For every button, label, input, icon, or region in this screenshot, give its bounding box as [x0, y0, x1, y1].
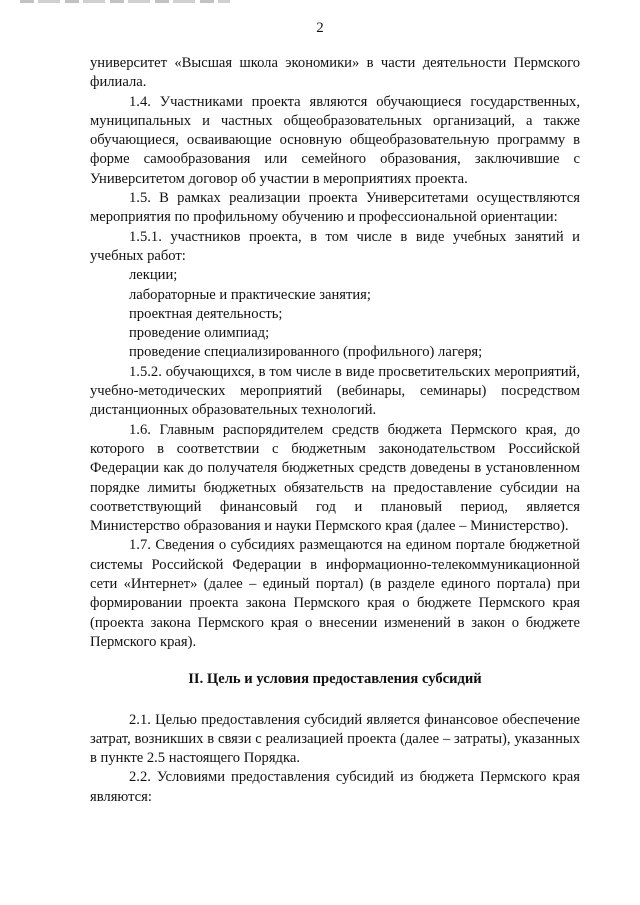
paragraph-continuation: университет «Высшая школа экономики» в части деятельности Пермского филиала.: [90, 55, 580, 91]
page-number: 2: [316, 20, 324, 36]
list-item: лекции;: [129, 267, 178, 284]
section-heading: II. Цель и условия предоставления субсидий: [188, 671, 482, 688]
list-item: проектная деятельность;: [129, 305, 283, 322]
paragraph-1-5-2: 1.5.2. обучающихся, в том числе в виде просветительских мероприятий, учебно-методических мероприятий (вебинары, семинары) посредством дистанционных образовательных технологий.: [90, 363, 580, 419]
list-item: проведение специализированного (профильного) лагеря;: [129, 344, 483, 361]
paragraph-2-2: 2.2. Условиями предоставления субсидий из бюджета Пермского края являются:: [90, 769, 580, 805]
scan-artifact: [20, 0, 230, 3]
list-item: проведение олимпиад;: [129, 325, 270, 342]
paragraph-1-4: 1.4. Участниками проекта являются обучающиеся государственных, муниципальных и частных общеобразовательных организаций, а также обучающиеся, осваивающие основную общеобразовательную программу в форме самообразования или семейного образования, заключившие с Университетом договор об участии в мероприятиях проекта.: [90, 93, 580, 187]
list-item: лабораторные и практические занятия;: [129, 286, 371, 303]
document-body: [90, 54, 580, 807]
paragraph-1-7: 1.7. Сведения о субсидиях размещаются на едином портале бюджетной системы Российской Федерации в информационно-телекоммуникационной сети «Интернет» (далее – единый портал) (в разделе единого портала) при формировании проекта закона Пермского края о бюджете Пермского края (проекта закона Пермского края о внесении изменений в закон о бюджете Пермского края).: [90, 537, 580, 650]
paragraph-2-1: 2.1. Целью предоставления субсидий является финансовое обеспечение затрат, возникших в связи с реализацией проекта (далее – затраты), указанных в пункте 2.5 настоящего Порядка.: [90, 711, 580, 767]
paragraph-1-6: 1.6. Главным распорядителем средств бюджета Пермского края, до которого в соответствии с бюджетным законодательством Российской Федерации как до получателя бюджетных средств доведены в установленном порядке лимиты бюджетных обязательств на предоставление субсидии на соответствующий финансовый год и плановый период, является Министерство образования и науки Пермского края (далее – Министерство).: [90, 421, 580, 535]
paragraph-1-5: 1.5. В рамках реализации проекта Университетами осуществляются мероприятия по профильному обучению и профессиональной ориентации:: [90, 190, 580, 226]
paragraph-1-5-1: 1.5.1. участников проекта, в том числе в виде учебных занятий и учебных работ:: [90, 228, 580, 264]
